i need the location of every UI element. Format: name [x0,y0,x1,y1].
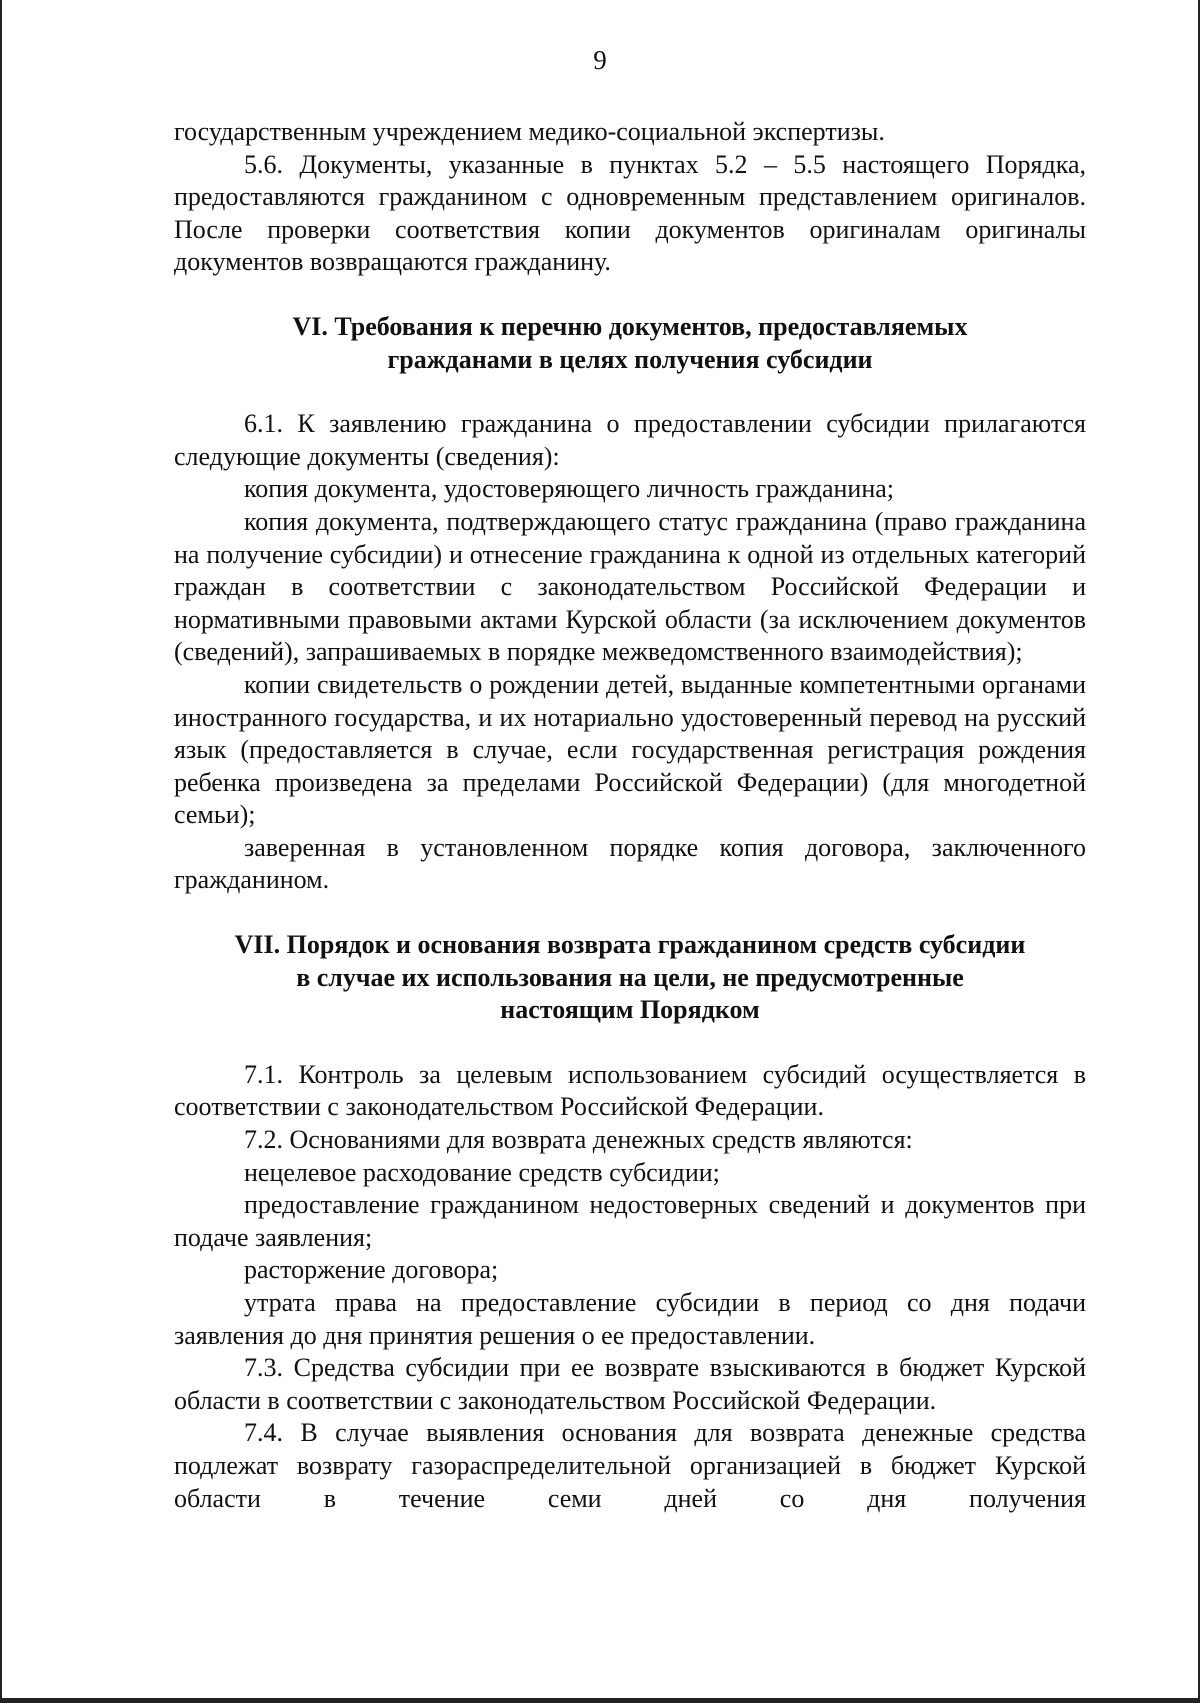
section-heading [174,929,1086,1027]
paragraph: копии свидетельств о рождении детей, выданные компетентными органами иностранного государства, и их нотариально удостоверенный перевод на русский язык (предоставляется в случае, если государственная регистрация рождения ребенка произведена за пределами Российской Федерации) (для многодетной семьи); [174,669,1086,830]
section-heading-line: VI. Требования к перечню документов, предоставляемых [292,311,968,341]
scan-edge-left [0,0,2,1703]
paragraph: копия документа, подтверждающего статус гражданина (право гражданина на получение субсидии) и отнесение гражданина к одной из отдельных категорий граждан в соответствии с законодательством Российской Федерации и нормативными правовыми актами Курской области (за исключением документов (сведений), запрашиваемых в порядке межведомственного взаимодействия); [174,506,1086,667]
document-body [174,116,1086,1515]
paragraph: утрата права на предоставление субсидии в период со дня подачи заявления до дня принятия решения о ее предоставлении. [174,1288,1086,1350]
paragraph: 7.3. Средства субсидии при ее возврате взыскиваются в бюджет Курской области в соответствии с законодательством Российской Федерации. [174,1353,1086,1415]
spacer [174,376,1086,408]
paragraph: нецелевое расходование средств субсидии; [244,1157,720,1187]
paragraph: расторжение договора; [244,1255,499,1285]
paragraph: копия документа, удостоверяющего личность гражданина; [244,474,895,504]
section-heading-line: VII. Порядок и основания возврата гражданином средств субсидии [234,930,1026,960]
spacer [174,1027,1086,1059]
paragraph: 7.1. Контроль за целевым использованием субсидий осуществляется в соответствии с законодательством Российской Федерации. [174,1059,1086,1122]
paragraph: 5.6. Документы, указанные в пунктах 5.2 – 5.5 настоящего Порядка, предоставляются гражданином с одновременным представлением оригиналов. После проверки соответствия копии документов оригиналам оригиналы документов возвращаются гражданину. [174,149,1086,277]
section-heading-line: гражданами в целях получения субсидии [387,344,873,374]
paragraph: заверенная в установленном порядке копия договора, заключенного гражданином. [174,832,1086,895]
spacer [174,897,1086,929]
scan-edge-bottom [0,1698,1200,1703]
spacer [174,279,1086,311]
section-heading-line: в случае их использования на цели, не предусмотренные [296,962,964,992]
section-heading [174,311,1086,376]
paragraph: предоставление гражданином недостоверных сведений и документов при подаче заявления; [174,1190,1086,1252]
paragraph: 7.2. Основаниями для возврата денежных средств являются: [244,1125,913,1155]
section-heading-line: настоящим Порядком [500,995,760,1025]
paragraph: 6.1. К заявлению гражданина о предоставлении субсидии прилагаются следующие документы (сведения): [174,409,1086,471]
page-number: 9 [593,45,607,75]
paragraph: 7.4. В случае выявления основания для возврата денежные средства подлежат возврату газораспределительной организацией в бюджет Курской области в течение семи дней со дня получения [174,1418,1086,1513]
paragraph: государственным учреждением медико-социальной экспертизы. [174,117,885,146]
